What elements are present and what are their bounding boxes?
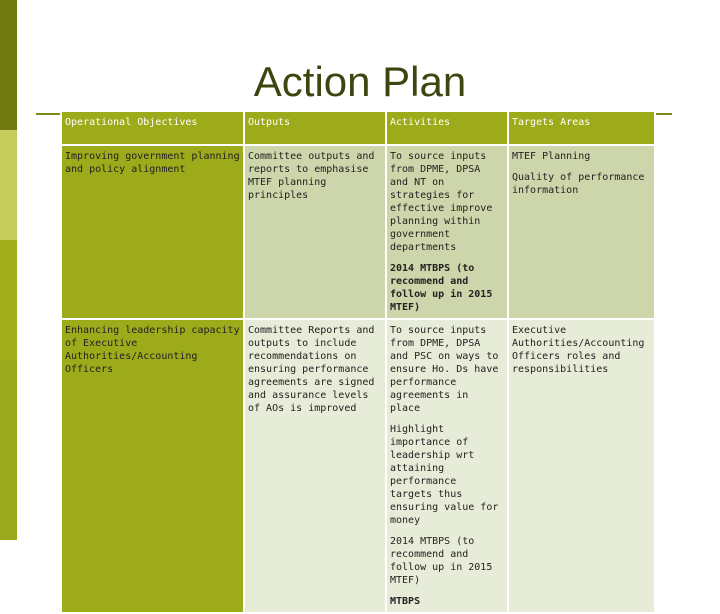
side-bar-mid bbox=[0, 240, 17, 360]
header-outputs: Outputs bbox=[244, 111, 386, 145]
output-text: Committee outputs and reports to emphasise MTEF planning principles bbox=[248, 151, 375, 201]
table-row bbox=[61, 319, 655, 613]
slide-title: Action Plan bbox=[253, 58, 467, 105]
target-text: MTEF Planning bbox=[512, 151, 591, 162]
target-text: Executive Authorities/Accounting Officers roles and responsibilities bbox=[512, 325, 645, 375]
action-plan-table bbox=[60, 110, 656, 614]
table-header-row bbox=[61, 111, 655, 145]
objective-cell bbox=[61, 145, 244, 319]
activities-cell bbox=[386, 319, 508, 613]
objective-text: Enhancing leadership capacity of Executive Authorities/Accounting Officers bbox=[65, 325, 240, 375]
activity-text: MTBPS bbox=[390, 596, 421, 607]
objective-text: Improving government planning and policy alignment bbox=[65, 151, 240, 175]
activity-text: 2014 MTBPS (to recommend and follow up in 2015 MTEF) bbox=[390, 263, 493, 313]
header-target-areas: Targets Areas bbox=[508, 111, 655, 145]
targets-cell bbox=[508, 319, 655, 613]
target-text: Quality of performance information bbox=[512, 172, 645, 196]
title-rule-left bbox=[36, 113, 62, 115]
targets-cell bbox=[508, 145, 655, 319]
activity-text: Highlight importance of leadership wrt attaining performance targets thus ensuring value for money bbox=[390, 424, 499, 526]
output-text: Committee Reports and outputs to include recommendations on ensuring performance agreements are signed and assurance levels of AOs is improved bbox=[248, 325, 375, 414]
table-row bbox=[61, 145, 655, 319]
side-bar-light bbox=[0, 130, 17, 240]
output-cell bbox=[244, 145, 386, 319]
output-cell bbox=[244, 319, 386, 613]
title-rule-right bbox=[654, 113, 672, 115]
side-bar-bottom bbox=[0, 360, 17, 540]
activity-text: 2014 MTBPS (to recommend and follow up in 2015 MTEF) bbox=[390, 536, 493, 586]
activities-cell bbox=[386, 145, 508, 319]
objective-cell bbox=[61, 319, 244, 613]
activity-text: To source inputs from DPME, DPSA and NT on strategies for effective improve planning within government departments bbox=[390, 151, 493, 253]
header-operational-objectives: Operational Objectives bbox=[61, 111, 244, 145]
header-activities: Activities bbox=[386, 111, 508, 145]
activity-text: To source inputs from DPME, DPSA and PSC on ways to ensure Ho. Ds have performance agreements in place bbox=[390, 325, 499, 414]
